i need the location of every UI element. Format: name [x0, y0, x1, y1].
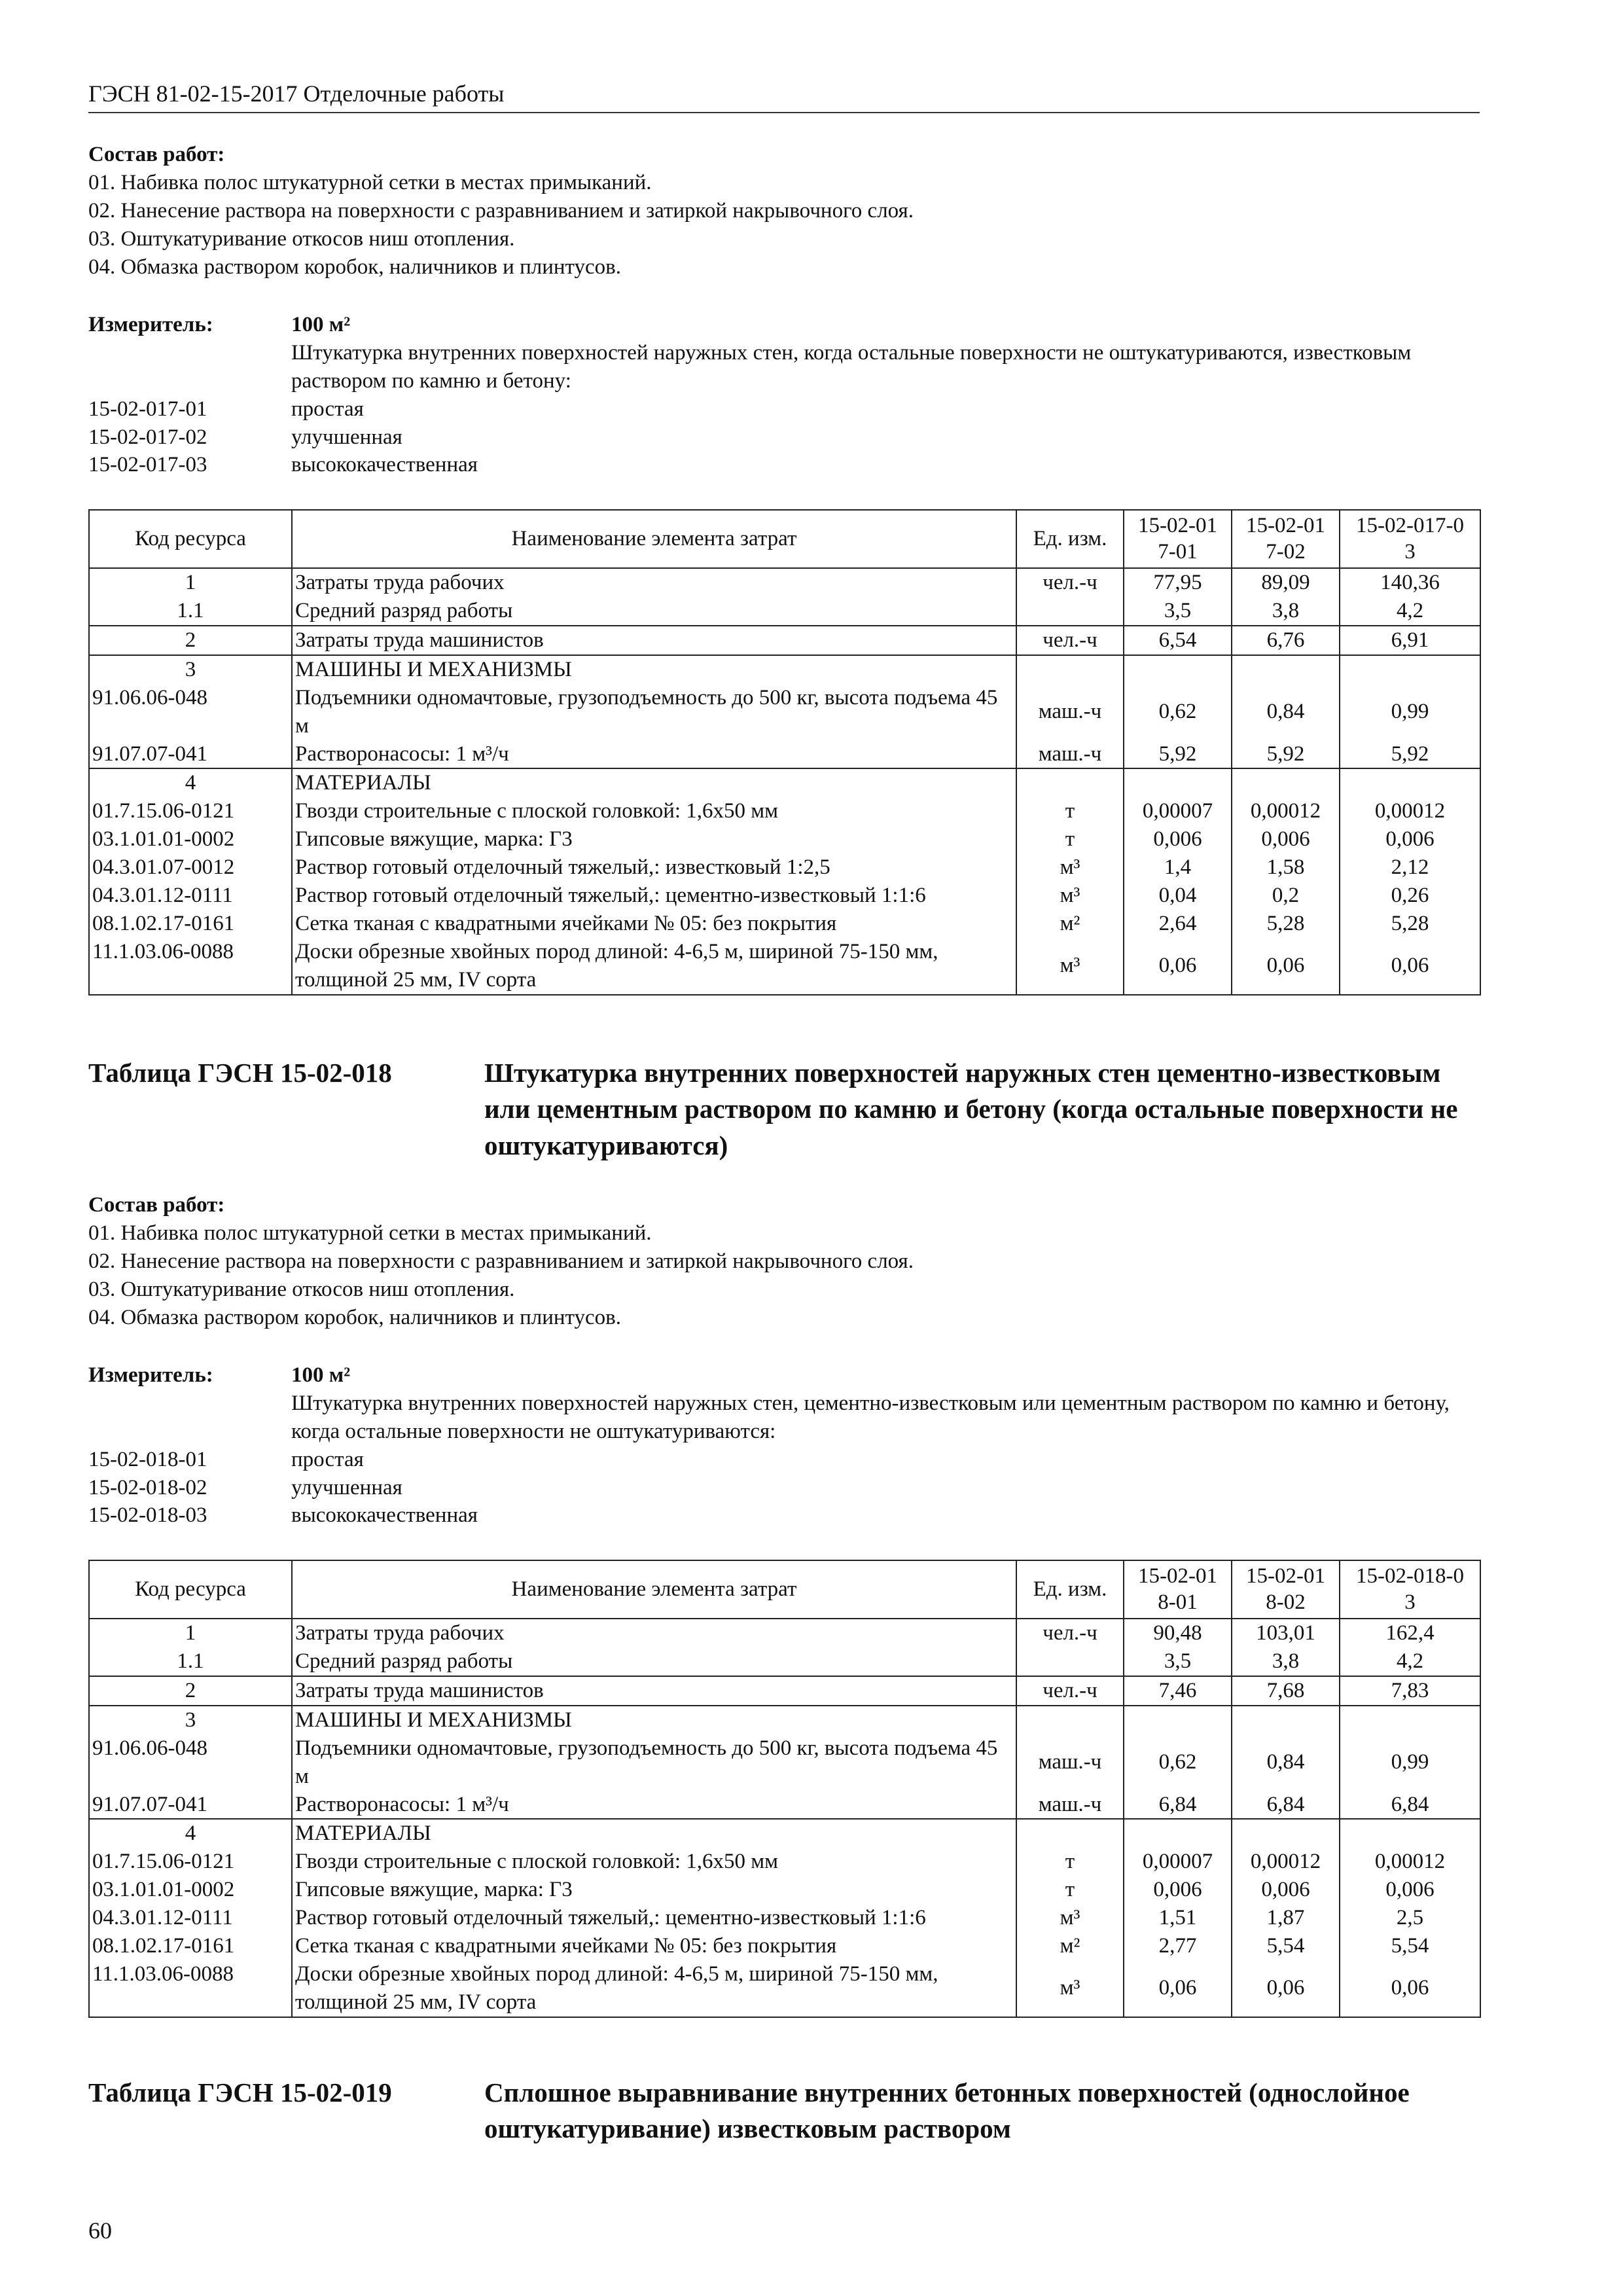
work-item: 03. Оштукатуривание откосов ниш отопления.: [88, 226, 515, 251]
value-cell: 5,92: [1124, 740, 1232, 769]
value-cell: 0,00012: [1340, 797, 1480, 825]
value-cell: [1340, 768, 1480, 797]
cost-element-name: Затраты труда рабочих: [292, 568, 1016, 597]
unit-cell: м²: [1016, 1932, 1124, 1960]
resource-code: 3: [89, 655, 292, 684]
unit-cell: т: [1016, 1876, 1124, 1904]
table-row: [89, 825, 1480, 853]
table-row: [89, 910, 1480, 938]
work-item: 03. Оштукатуривание откосов ниш отопления.: [88, 1277, 515, 1301]
value-cell: [1124, 768, 1232, 797]
value-cell: 90,48: [1124, 1619, 1232, 1647]
cost-element-name: Средний разряд работы: [292, 1647, 1016, 1676]
cost-element-name: МАТЕРИАЛЫ: [292, 768, 1016, 797]
cost-element-name: Затраты труда машинистов: [292, 1676, 1016, 1706]
value-cell: 0,62: [1124, 1734, 1232, 1791]
value-cell: 5,54: [1232, 1932, 1340, 1960]
variant-name: высококачественная: [291, 1503, 478, 1528]
unit-cell: м³: [1016, 853, 1124, 882]
value-cell: 5,28: [1232, 910, 1340, 938]
unit-cell: т: [1016, 797, 1124, 825]
table-row: [89, 740, 1480, 769]
value-cell: 0,006: [1340, 825, 1480, 853]
table-row: [89, 597, 1480, 626]
work-item: 02. Нанесение раствора на поверхности с разравниванием и затиркой накрывочного слоя.: [88, 1249, 914, 1273]
value-cell: 0,006: [1124, 825, 1232, 853]
resource-code: 1: [89, 568, 292, 597]
value-cell: 0,00012: [1340, 1848, 1480, 1876]
value-cell: 0,06: [1232, 1960, 1340, 2017]
table-row: [89, 1734, 1480, 1791]
unit-cell: маш.-ч: [1016, 740, 1124, 769]
value-cell: 0,2: [1232, 882, 1340, 910]
resource-table-1-wrap: [88, 509, 1480, 996]
table-code: Таблица ГЭСН 15-02-019: [88, 2077, 392, 2108]
column-header: 15-02-017-01: [1124, 510, 1232, 568]
page-number: 60: [88, 2217, 112, 2244]
value-cell: [1124, 1706, 1232, 1734]
variant-name: высококачественная: [291, 453, 478, 477]
value-cell: 1,58: [1232, 853, 1340, 882]
resource-code: 91.06.06-048: [89, 684, 292, 740]
value-cell: 0,006: [1340, 1876, 1480, 1904]
variant-name: простая: [291, 1447, 364, 1471]
table-row: [89, 684, 1480, 740]
measure-block-2: [88, 1361, 1480, 1530]
column-header: 15-02-017-03: [1340, 510, 1480, 568]
value-cell: 0,62: [1124, 684, 1232, 740]
unit-cell: т: [1016, 825, 1124, 853]
table-row: [89, 655, 1480, 684]
resource-code: 91.07.07-041: [89, 740, 292, 769]
variant-row: [88, 1474, 1480, 1502]
unit-cell: [1016, 1819, 1124, 1848]
measure-description: Штукатурка внутренних поверхностей наружных стен, цементно-известковым или цементным раствором по камню и бетону, когда остальные поверхности не оштукатуриваются:: [291, 1391, 1450, 1443]
column-header: 15-02-018-01: [1124, 1560, 1232, 1619]
resource-code: 1.1: [89, 597, 292, 626]
cost-element-name: Гипсовые вяжущие, марка: Г3: [292, 825, 1016, 853]
table-row: [89, 1819, 1480, 1848]
value-cell: [1340, 655, 1480, 684]
variant-row: [88, 451, 1480, 479]
cost-element-name: Затраты труда рабочих: [292, 1619, 1016, 1647]
resource-code: 11.1.03.06-0088: [89, 1960, 292, 2017]
variant-row: [88, 1501, 1480, 1530]
work-item: 01. Набивка полос штукатурной сетки в местах примыканий.: [88, 170, 652, 194]
column-header: Код ресурса: [89, 510, 292, 568]
table-row: [89, 1706, 1480, 1734]
value-cell: 1,51: [1124, 1904, 1232, 1932]
unit-cell: м²: [1016, 910, 1124, 938]
value-cell: 3,8: [1232, 597, 1340, 626]
value-cell: [1232, 1706, 1340, 1734]
value-cell: 1,87: [1232, 1904, 1340, 1932]
resource-code: 4: [89, 1819, 292, 1848]
variant-code: 15-02-017-01: [88, 397, 207, 421]
resource-code: 91.06.06-048: [89, 1734, 292, 1791]
work-item: 04. Обмазка раствором коробок, наличников и плинтусов.: [88, 1305, 621, 1329]
unit-cell: [1016, 655, 1124, 684]
table-row: [89, 1791, 1480, 1820]
unit-cell: [1016, 768, 1124, 797]
resource-code: 04.3.01.12-0111: [89, 1904, 292, 1932]
value-cell: 2,77: [1124, 1932, 1232, 1960]
resource-code: 08.1.02.17-0161: [89, 910, 292, 938]
unit-cell: чел.-ч: [1016, 626, 1124, 655]
value-cell: 2,64: [1124, 910, 1232, 938]
value-cell: 0,06: [1340, 938, 1480, 995]
resource-code: 01.7.15.06-0121: [89, 1848, 292, 1876]
table-row: [89, 1960, 1480, 2017]
resource-table: [88, 1560, 1481, 2018]
value-cell: 0,84: [1232, 684, 1340, 740]
value-cell: 5,28: [1340, 910, 1480, 938]
cost-element-name: Затраты труда машинистов: [292, 626, 1016, 655]
value-cell: 6,76: [1232, 626, 1340, 655]
value-cell: 0,84: [1232, 1734, 1340, 1791]
resource-code: 08.1.02.17-0161: [89, 1932, 292, 1960]
value-cell: [1232, 768, 1340, 797]
table-title-15-02-019: [88, 2075, 1480, 2147]
value-cell: 0,06: [1124, 938, 1232, 995]
value-cell: 0,26: [1340, 882, 1480, 910]
value-cell: 0,006: [1232, 1876, 1340, 1904]
unit-cell: маш.-ч: [1016, 1791, 1124, 1820]
value-cell: 3,5: [1124, 1647, 1232, 1676]
value-cell: 5,92: [1232, 740, 1340, 769]
value-cell: 0,06: [1340, 1960, 1480, 2017]
value-cell: 103,01: [1232, 1619, 1340, 1647]
resource-code: 04.3.01.12-0111: [89, 882, 292, 910]
table-header-row: [89, 510, 1480, 568]
work-item: 02. Нанесение раствора на поверхности с разравниванием и затиркой накрывочного слоя.: [88, 198, 914, 223]
variant-name: улучшенная: [291, 425, 402, 449]
cost-element-name: Сетка тканая с квадратными ячейками № 05: без покрытия: [292, 1932, 1016, 1960]
value-cell: [1340, 1819, 1480, 1848]
value-cell: 5,54: [1340, 1932, 1480, 1960]
work-composition-title: Состав работ:: [88, 143, 225, 166]
table-row: [89, 1676, 1480, 1706]
value-cell: 6,91: [1340, 626, 1480, 655]
value-cell: 162,4: [1340, 1619, 1480, 1647]
value-cell: 0,00012: [1232, 1848, 1340, 1876]
value-cell: 7,68: [1232, 1676, 1340, 1706]
cost-element-name: Гипсовые вяжущие, марка: Г3: [292, 1876, 1016, 1904]
value-cell: 0,006: [1232, 825, 1340, 853]
cost-element-name: МАТЕРИАЛЫ: [292, 1819, 1016, 1848]
column-header: 15-02-018-03: [1340, 1560, 1480, 1619]
variant-code: 15-02-018-02: [88, 1475, 207, 1499]
cost-element-name: Подъемники одномачтовые, грузоподъемность до 500 кг, высота подъема 45 м: [292, 1734, 1016, 1791]
value-cell: 0,04: [1124, 882, 1232, 910]
resource-table: [88, 509, 1481, 996]
unit-cell: м³: [1016, 1960, 1124, 2017]
resource-code: 01.7.15.06-0121: [89, 797, 292, 825]
unit-cell: чел.-ч: [1016, 1676, 1124, 1706]
cost-element-name: Сетка тканая с квадратными ячейками № 05: без покрытия: [292, 910, 1016, 938]
unit-cell: чел.-ч: [1016, 1619, 1124, 1647]
unit-cell: [1016, 1647, 1124, 1676]
resource-code: 03.1.01.01-0002: [89, 825, 292, 853]
running-header: ГЭСН 81-02-15-2017 Отделочные работы: [88, 79, 1480, 113]
unit-cell: маш.-ч: [1016, 684, 1124, 740]
value-cell: [1124, 655, 1232, 684]
column-header: Наименование элемента затрат: [292, 1560, 1016, 1619]
unit-cell: [1016, 597, 1124, 626]
measure-label: Измеритель:: [88, 1363, 213, 1387]
value-cell: 7,83: [1340, 1676, 1480, 1706]
variant-row: [88, 1446, 1480, 1474]
variant-code: 15-02-017-03: [88, 453, 207, 477]
table-name: Штукатурка внутренних поверхностей наружных стен цементно-известковым или цементным раствором по камню и бетону (когда остальные поверхности не оштукатуриваются): [484, 1058, 1458, 1160]
table-row: [89, 882, 1480, 910]
value-cell: 6,84: [1340, 1791, 1480, 1820]
value-cell: 0,006: [1124, 1876, 1232, 1904]
resource-code: 3: [89, 1706, 292, 1734]
value-cell: 7,46: [1124, 1676, 1232, 1706]
unit-cell: м³: [1016, 882, 1124, 910]
variant-code: 15-02-018-03: [88, 1503, 207, 1528]
value-cell: [1340, 1706, 1480, 1734]
value-cell: 89,09: [1232, 568, 1340, 597]
table-row: [89, 768, 1480, 797]
unit-cell: [1016, 1706, 1124, 1734]
resource-code: 2: [89, 626, 292, 655]
column-header: Код ресурса: [89, 1560, 292, 1619]
unit-cell: м³: [1016, 1904, 1124, 1932]
value-cell: 5,92: [1340, 740, 1480, 769]
table-row: [89, 1904, 1480, 1932]
measure-description: Штукатурка внутренних поверхностей наружных стен, когда остальные поверхности не оштукатуриваются, известковым раствором по камню и бетону:: [291, 340, 1412, 393]
cost-element-name: Раствор готовый отделочный тяжелый,: цементно-известковый 1:1:6: [292, 1904, 1016, 1932]
cost-element-name: Средний разряд работы: [292, 597, 1016, 626]
unit-cell: т: [1016, 1848, 1124, 1876]
table-row: [89, 1932, 1480, 1960]
resource-code: 04.3.01.07-0012: [89, 853, 292, 882]
cost-element-name: МАШИНЫ И МЕХАНИЗМЫ: [292, 1706, 1016, 1734]
measure-value: 100 м²: [291, 313, 351, 336]
value-cell: 0,00007: [1124, 797, 1232, 825]
cost-element-name: Доски обрезные хвойных пород длиной: 4-6,5 м, шириной 75-150 мм, толщиной 25 мм, IV сорта: [292, 1960, 1016, 2017]
value-cell: 4,2: [1340, 1647, 1480, 1676]
work-item: 01. Набивка полос штукатурной сетки в местах примыканий.: [88, 1221, 652, 1245]
table-row: [89, 797, 1480, 825]
resource-code: 11.1.03.06-0088: [89, 938, 292, 995]
resource-code: 03.1.01.01-0002: [89, 1876, 292, 1904]
table-row: [89, 1619, 1480, 1647]
value-cell: [1232, 655, 1340, 684]
work-composition-2: [88, 1191, 1480, 1331]
value-cell: 0,99: [1340, 1734, 1480, 1791]
table-header-row: [89, 1560, 1480, 1619]
variant-code: 15-02-017-02: [88, 425, 207, 449]
value-cell: 0,06: [1124, 1960, 1232, 2017]
cost-element-name: Гвозди строительные с плоской головкой: 1,6х50 мм: [292, 1848, 1016, 1876]
unit-cell: маш.-ч: [1016, 1734, 1124, 1791]
value-cell: 2,5: [1340, 1904, 1480, 1932]
table-code: Таблица ГЭСН 15-02-018: [88, 1058, 392, 1088]
unit-cell: чел.-ч: [1016, 568, 1124, 597]
value-cell: 4,2: [1340, 597, 1480, 626]
measure-value: 100 м²: [291, 1363, 351, 1387]
table-row: [89, 568, 1480, 597]
resource-code: 1: [89, 1619, 292, 1647]
cost-element-name: МАШИНЫ И МЕХАНИЗМЫ: [292, 655, 1016, 684]
resource-code: 1.1: [89, 1647, 292, 1676]
table-title-15-02-018: [88, 1055, 1480, 1164]
work-item: 04. Обмазка раствором коробок, наличников и плинтусов.: [88, 255, 621, 279]
variant-name: простая: [291, 397, 364, 421]
column-header: Ед. изм.: [1016, 1560, 1124, 1619]
value-cell: 6,84: [1232, 1791, 1340, 1820]
variant-code: 15-02-018-01: [88, 1447, 207, 1471]
value-cell: 6,84: [1124, 1791, 1232, 1820]
value-cell: 0,00012: [1232, 797, 1340, 825]
variant-name: улучшенная: [291, 1475, 402, 1499]
table-row: [89, 1848, 1480, 1876]
work-composition-1: [88, 141, 1480, 281]
column-header: Наименование элемента затрат: [292, 510, 1016, 568]
value-cell: 3,8: [1232, 1647, 1340, 1676]
column-header: Ед. изм.: [1016, 510, 1124, 568]
resource-code: 91.07.07-041: [89, 1791, 292, 1820]
work-composition-title: Состав работ:: [88, 1193, 225, 1217]
value-cell: [1232, 1819, 1340, 1848]
value-cell: 1,4: [1124, 853, 1232, 882]
table-row: [89, 1876, 1480, 1904]
unit-cell: м³: [1016, 938, 1124, 995]
column-header: 15-02-018-02: [1232, 1560, 1340, 1619]
cost-element-name: Раствор готовый отделочный тяжелый,: известковый 1:2,5: [292, 853, 1016, 882]
value-cell: 77,95: [1124, 568, 1232, 597]
resource-code: 4: [89, 768, 292, 797]
value-cell: 2,12: [1340, 853, 1480, 882]
table-name: Сплошное выравнивание внутренних бетонных поверхностей (однослойное оштукатуривание) известковым раствором: [484, 2077, 1410, 2144]
resource-table-2-wrap: [88, 1560, 1480, 2018]
value-cell: 6,54: [1124, 626, 1232, 655]
resource-code: 2: [89, 1676, 292, 1706]
table-row: [89, 1647, 1480, 1676]
variant-row: [88, 395, 1480, 423]
cost-element-name: Доски обрезные хвойных пород длиной: 4-6,5 м, шириной 75-150 мм, толщиной 25 мм, IV сорта: [292, 938, 1016, 995]
table-row: [89, 626, 1480, 655]
variant-row: [88, 423, 1480, 452]
cost-element-name: Гвозди строительные с плоской головкой: 1,6х50 мм: [292, 797, 1016, 825]
measure-label: Измеритель:: [88, 313, 213, 336]
cost-element-name: Растворонасосы: 1 м³/ч: [292, 1791, 1016, 1820]
column-header: 15-02-017-02: [1232, 510, 1340, 568]
value-cell: [1124, 1819, 1232, 1848]
cost-element-name: Растворонасосы: 1 м³/ч: [292, 740, 1016, 769]
value-cell: 0,99: [1340, 684, 1480, 740]
value-cell: 140,36: [1340, 568, 1480, 597]
value-cell: 0,00007: [1124, 1848, 1232, 1876]
cost-element-name: Подъемники одномачтовые, грузоподъемность до 500 кг, высота подъема 45 м: [292, 684, 1016, 740]
table-row: [89, 938, 1480, 995]
table-row: [89, 853, 1480, 882]
value-cell: 0,06: [1232, 938, 1340, 995]
value-cell: 3,5: [1124, 597, 1232, 626]
cost-element-name: Раствор готовый отделочный тяжелый,: цементно-известковый 1:1:6: [292, 882, 1016, 910]
measure-block-1: [88, 311, 1480, 479]
